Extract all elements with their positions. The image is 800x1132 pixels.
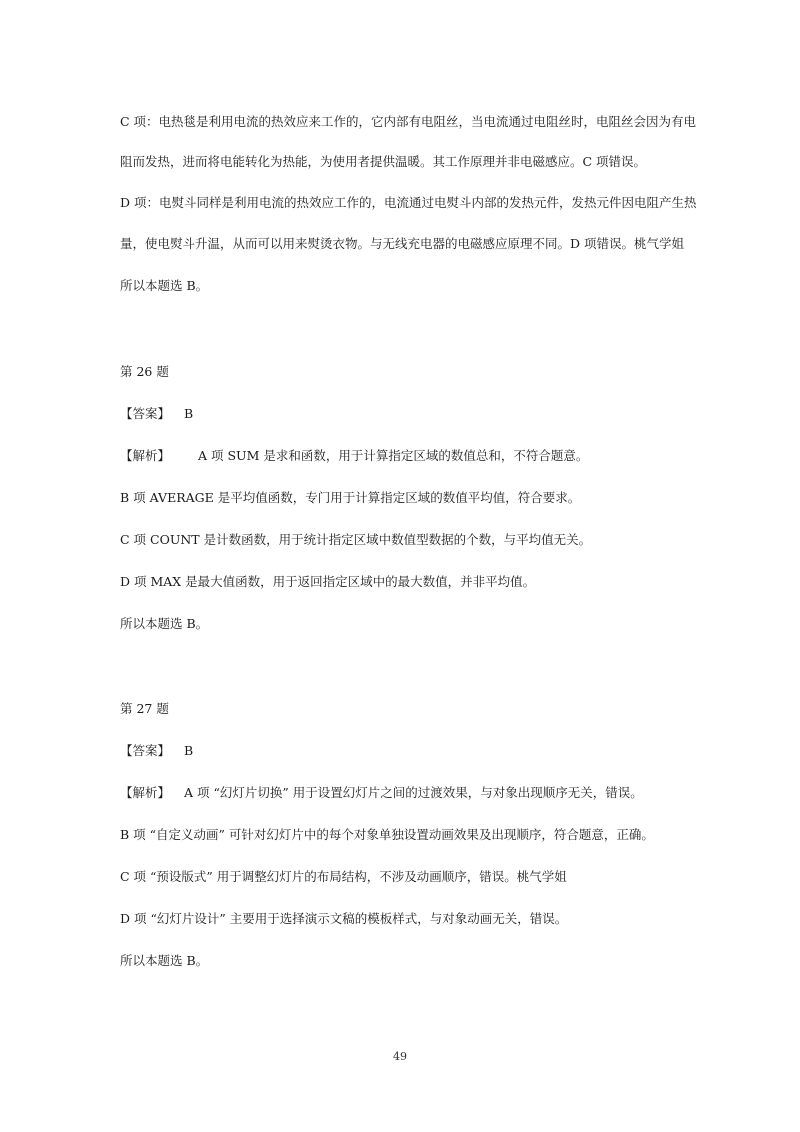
text-line: C 项 COUNT 是计数函数，用于统计指定区域中数值型数据的个数，与平均值无关。 bbox=[120, 532, 592, 547]
text-line: D 项 MAX 是最大值函数，用于返回指定区域中的最大数值，并非平均值。 bbox=[120, 574, 536, 589]
analysis-label: 【解析】 bbox=[120, 448, 171, 463]
text-line: D 项 “幻灯片设计” 主要用于选择演示文稿的模板样式，与对象动画无关，错误。 bbox=[120, 911, 568, 926]
text-line: C 项 “预设版式” 用于调整幻灯片的布局结构，不涉及动画顺序，错误。桃气学姐 bbox=[120, 869, 567, 884]
question-title: 第 27 题 bbox=[120, 701, 169, 716]
text-line: 所以本题选 B。 bbox=[120, 278, 209, 293]
text-line: B 项 “自定义动画” 可针对幻灯片中的每个对象单独设置动画效果及出现顺序，符合题意，正确。 bbox=[120, 827, 654, 842]
text-line: A 项 “幻灯片切换” 用于设置幻灯片之间的过渡效果，与对象出现顺序无关，错误。 bbox=[184, 785, 643, 800]
answer-line bbox=[120, 404, 193, 422]
question-title: 第 26 题 bbox=[120, 364, 169, 379]
text-line: B 项 AVERAGE 是平均值函数，专门用于计算指定区域的数值平均值，符合要求。 bbox=[120, 490, 581, 505]
text-line: 阻而发热，进而将电能转化为热能，为使用者提供温暖。其工作原理并非电磁感应。C 项错误。 bbox=[120, 154, 647, 169]
answer-label: 【答案】 bbox=[120, 743, 171, 758]
answer-value: B bbox=[184, 406, 194, 421]
text-line: 所以本题选 B。 bbox=[120, 953, 209, 968]
text-line: 量，使电熨斗升温，从而可以用来熨烫衣物。与无线充电器的电磁感应原理不同。D 项错误。桃气学姐 bbox=[120, 236, 684, 251]
answer-line bbox=[120, 741, 193, 759]
text-line: D 项：电熨斗同样是利用电流的热效应工作的，电流通过电熨斗内部的发热元件，发热元件因电阻产生热 bbox=[120, 195, 697, 210]
text-line: A 项 SUM 是求和函数，用于计算指定区域的数值总和，不符合题意。 bbox=[198, 448, 589, 463]
analysis-label: 【解析】 bbox=[120, 785, 171, 800]
text-line: 所以本题选 B。 bbox=[120, 616, 209, 631]
answer-value: B bbox=[184, 743, 194, 758]
analysis-line bbox=[120, 446, 588, 464]
analysis-line bbox=[120, 783, 643, 801]
answer-label: 【答案】 bbox=[120, 406, 171, 421]
page-number: 49 bbox=[393, 1050, 407, 1063]
text-line: C 项：电热毯是利用电流的热效应来工作的，它内部有电阻丝，当电流通过电阻丝时，电阻丝会因为有电 bbox=[120, 114, 697, 129]
